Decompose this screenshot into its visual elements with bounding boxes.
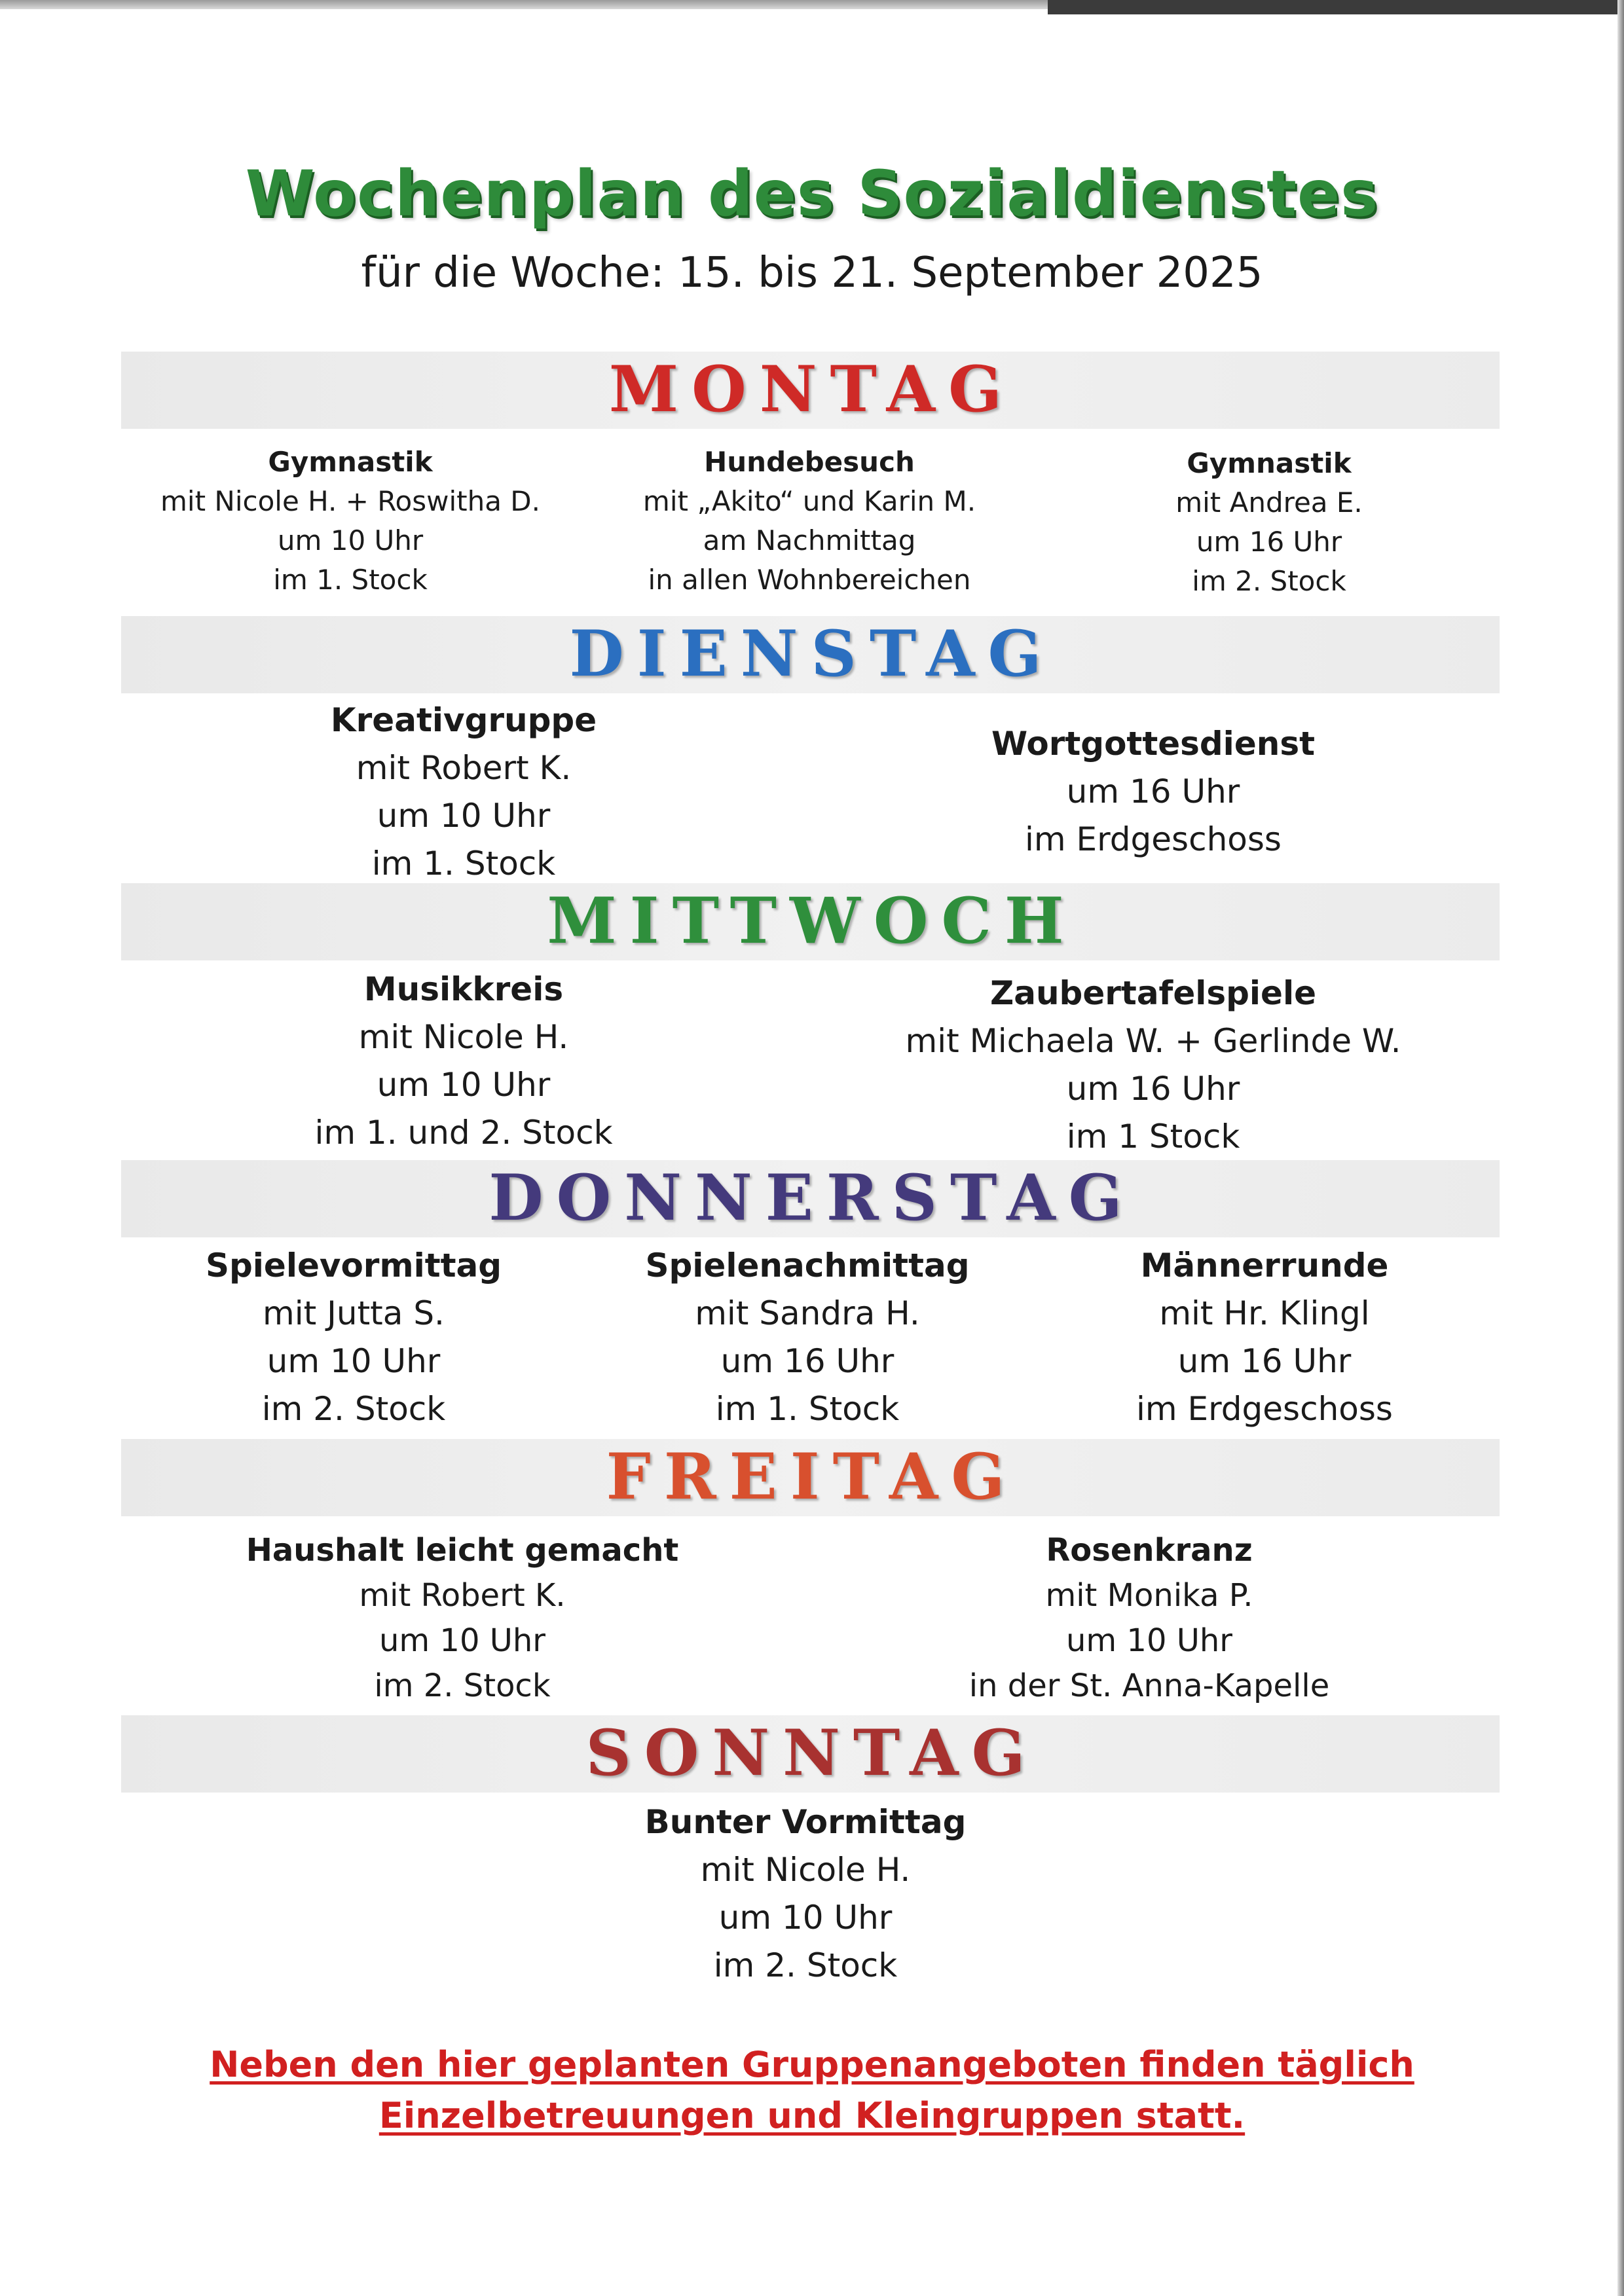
activity-line: mit Nicole H. bbox=[358, 1018, 569, 1056]
activity-line: im 1. und 2. Stock bbox=[314, 1114, 613, 1152]
activity-name: Gymnastik bbox=[1187, 447, 1352, 479]
footer-note bbox=[0, 2039, 1624, 2141]
week-subtitle: für die Woche: 15. bis 21. September 2025 bbox=[361, 249, 1263, 297]
activity-line: mit Nicole H. + Roswitha D. bbox=[160, 485, 540, 517]
activity-line: mit Hr. Klingl bbox=[1159, 1294, 1370, 1332]
activity-line: in allen Wohnbereichen bbox=[648, 564, 971, 596]
activity-line: mit Sandra H. bbox=[695, 1294, 920, 1332]
activity-line: um 16 Uhr bbox=[720, 1342, 895, 1380]
activity-donnerstag-1 bbox=[206, 1242, 502, 1433]
activity-line: um 16 Uhr bbox=[1177, 1342, 1352, 1380]
activity-freitag-2 bbox=[969, 1528, 1329, 1709]
activity-line: um 10 Uhr bbox=[377, 797, 551, 835]
activity-name: Hundebesuch bbox=[704, 446, 915, 478]
scan-edge-right bbox=[1617, 0, 1624, 2296]
activity-line: mit Jutta S. bbox=[263, 1294, 445, 1332]
day-heading-montag: MONTAG bbox=[608, 352, 1016, 426]
activity-donnerstag-3 bbox=[1136, 1242, 1393, 1433]
page-title: Wochenplan des Sozialdienstes bbox=[245, 157, 1379, 230]
activity-line: mit Monika P. bbox=[1045, 1577, 1253, 1614]
activity-name: Kreativgruppe bbox=[330, 701, 597, 739]
activity-mittwoch-1 bbox=[314, 966, 612, 1157]
activity-montag-1 bbox=[160, 443, 540, 600]
activity-donnerstag-2 bbox=[645, 1242, 969, 1433]
activity-name: Zaubertafelspiele bbox=[989, 974, 1317, 1012]
activity-line: um 16 Uhr bbox=[1066, 1070, 1240, 1108]
activity-line: mit Nicole H. bbox=[700, 1851, 911, 1889]
scan-edge-top-dark bbox=[1048, 0, 1624, 14]
activity-line: um 10 Uhr bbox=[378, 1622, 546, 1659]
activity-line: um 10 Uhr bbox=[277, 524, 424, 556]
day-heading-freitag: FREITAG bbox=[606, 1440, 1018, 1514]
activity-line: am Nachmittag bbox=[703, 524, 916, 556]
footer-note-line-2: Einzelbetreuungen und Kleingruppen statt. bbox=[378, 2095, 1246, 2136]
activity-line: im 1. Stock bbox=[715, 1390, 900, 1428]
activity-line: mit Andrea E. bbox=[1175, 486, 1363, 519]
activity-name: Musikkreis bbox=[363, 970, 564, 1008]
activity-name: Spielenachmittag bbox=[645, 1247, 970, 1285]
activity-sonntag-1 bbox=[645, 1798, 967, 1990]
day-heading-mittwoch: MITTWOCH bbox=[547, 884, 1077, 958]
activity-dienstag-1 bbox=[331, 697, 597, 888]
activity-line: mit „Akito“ und Karin M. bbox=[642, 485, 976, 517]
activity-line: mit Robert K. bbox=[359, 1577, 566, 1614]
activity-name: Wortgottesdienst bbox=[991, 725, 1315, 763]
activity-line: im Erdgeschoss bbox=[1136, 1390, 1393, 1428]
day-heading-donnerstag: DONNERSTAG bbox=[489, 1161, 1135, 1235]
activity-line: im 2. Stock bbox=[374, 1667, 551, 1704]
activity-montag-2 bbox=[643, 443, 976, 600]
activity-line: im 1 Stock bbox=[1066, 1118, 1240, 1156]
day-heading-dienstag: DIENSTAG bbox=[569, 617, 1055, 691]
activity-line: um 10 Uhr bbox=[1065, 1622, 1233, 1659]
activity-name: Bunter Vormittag bbox=[644, 1803, 967, 1841]
activity-line: im 2. Stock bbox=[713, 1946, 898, 1984]
footer-note-line-1: Neben den hier geplanten Gruppenangeboten finden täglich bbox=[210, 2044, 1414, 2085]
activity-name: Haushalt leicht gemacht bbox=[246, 1532, 679, 1569]
activity-line: um 16 Uhr bbox=[1066, 773, 1240, 811]
activity-line: mit Michaela W. + Gerlinde W. bbox=[905, 1022, 1401, 1060]
activity-line: im 2. Stock bbox=[261, 1390, 446, 1428]
activity-line: in der St. Anna-Kapelle bbox=[969, 1667, 1330, 1704]
activity-line: um 10 Uhr bbox=[377, 1066, 551, 1104]
activity-line: im Erdgeschoss bbox=[1025, 820, 1282, 858]
activity-line: mit Robert K. bbox=[356, 749, 572, 787]
activity-name: Rosenkranz bbox=[1046, 1532, 1253, 1569]
activity-line: im 1. Stock bbox=[273, 564, 428, 596]
activity-mittwoch-2 bbox=[906, 970, 1401, 1161]
activity-line: um 10 Uhr bbox=[718, 1899, 893, 1937]
activity-freitag-1 bbox=[246, 1528, 679, 1709]
activity-montag-3 bbox=[1175, 444, 1363, 601]
activity-dienstag-2 bbox=[991, 720, 1315, 864]
activity-line: im 1. Stock bbox=[371, 845, 556, 883]
activity-line: um 16 Uhr bbox=[1196, 526, 1342, 558]
activity-line: im 2. Stock bbox=[1192, 565, 1346, 597]
day-heading-sonntag: SONNTAG bbox=[585, 1716, 1039, 1790]
activity-name: Spielevormittag bbox=[205, 1247, 502, 1285]
activity-line: um 10 Uhr bbox=[267, 1342, 441, 1380]
activity-name: Männerrunde bbox=[1140, 1247, 1389, 1285]
activity-name: Gymnastik bbox=[268, 446, 433, 478]
